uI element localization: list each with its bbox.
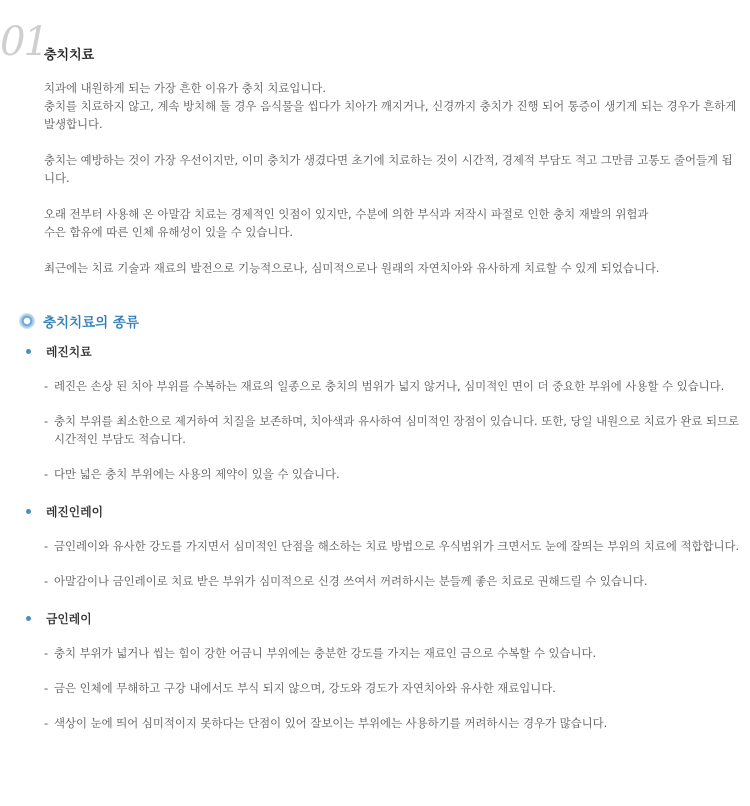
description-item xyxy=(24,714,740,732)
dot-bullet-icon xyxy=(26,509,31,514)
description-text: 다만 넓은 충치 부위에는 사용의 제약이 있을 수 있습니다. xyxy=(54,467,340,481)
circle-bullet-icon xyxy=(20,314,34,328)
description-text: 금인레이와 유사한 강도를 가지면서 심미적인 단점을 해소하는 치료 방법으로 우식범위가 크면서도 눈에 잘띄는 부위의 치료에 적합합니다. xyxy=(54,539,740,553)
type-resin-inlay xyxy=(24,502,740,590)
type-description-list xyxy=(24,537,740,590)
type-gold-inlay xyxy=(24,609,740,732)
description-item xyxy=(24,679,740,697)
description-item xyxy=(24,537,740,555)
intro-paragraph-4: 최근에는 치료 기술과 재료의 발전으로 기능적으로나, 심미적으로나 원래의 자연치아와 유사하게 치료할 수 있게 되었습니다. xyxy=(44,261,660,275)
intro-paragraph-2: 충치는 예방하는 것이 가장 우선이지만, 이미 충치가 생겼다면 초기에 치료하는 것이 시간적, 경제적 부담도 적고 그만큼 고통도 줄어들게 됩니다. xyxy=(44,153,733,185)
description-item xyxy=(24,644,740,662)
description-text: 레진은 손상 된 치아 부위를 수복하는 재료의 일종으로 충치의 범위가 넓지 않거나, 심미적인 면이 더 중요한 부위에 사용할 수 있습니다. xyxy=(54,379,725,393)
dot-bullet-icon xyxy=(26,616,31,621)
type-name: 레진치료 xyxy=(46,344,92,359)
description-item xyxy=(24,572,740,590)
description-text: 충치 부위가 넓거나 씹는 힘이 강한 어금니 부위에는 충분한 강도를 가지는 재료인 금으로 수복할 수 있습니다. xyxy=(54,646,597,660)
description-item xyxy=(24,377,740,395)
section-title: 충치치료 xyxy=(44,48,95,63)
intro-paragraph-1: 치과에 내원하게 되는 가장 흔한 이유가 충치 치료입니다. 충치를 치료하지 않고, 계속 방치해 둘 경우 음식물을 씹다가 치아가 깨지거나, 신경까지 충치가 진행 되어 통증이 생기게 되는 경우가 흔하게 발생합니다. xyxy=(44,81,737,131)
types-heading-text: 충치치료의 종류 xyxy=(43,315,139,331)
dot-bullet-icon xyxy=(26,349,31,354)
type-header xyxy=(24,342,740,360)
type-resin xyxy=(24,342,740,483)
intro-paragraph-3: 오래 전부터 사용해 온 아말감 치료는 경제적인 잇점이 있지만, 수분에 의한 부식과 저작시 파절로 인한 충치 재발의 위험과 수은 함유에 따른 인체 유해성이 있을 수 있습니다. xyxy=(44,207,649,239)
type-header xyxy=(24,502,740,520)
description-item xyxy=(24,465,740,483)
type-header xyxy=(24,609,740,627)
intro-text xyxy=(44,79,739,295)
description-item xyxy=(24,412,740,448)
description-text: 충치 부위를 최소한으로 제거하여 치질을 보존하며, 치아색과 유사하여 심미적인 장점이 있습니다. 또한, 당일 내원으로 치료가 완료 되므로 시간적인 부담도 적습니다. xyxy=(54,414,739,446)
type-description-list xyxy=(24,377,740,483)
type-name: 금인레이 xyxy=(46,611,92,626)
description-text: 아말감이나 금인레이로 치료 받은 부위가 심미적으로 신경 쓰여서 꺼려하시는 분들께 좋은 치료로 권해드릴 수 있습니다. xyxy=(54,574,648,588)
treatment-types xyxy=(24,342,740,751)
description-text: 색상이 눈에 띄어 심미적이지 못하다는 단점이 있어 잘보이는 부위에는 사용하기를 꺼려하시는 경우가 많습니다. xyxy=(54,716,608,730)
type-description-list xyxy=(24,644,740,732)
types-heading xyxy=(20,310,139,332)
type-name: 레진인레이 xyxy=(46,504,103,519)
section-number: 01 xyxy=(0,19,47,65)
description-text: 금은 인체에 무해하고 구강 내에서도 부식 되지 않으며, 강도와 경도가 자연치아와 유사한 재료입니다. xyxy=(54,681,556,695)
